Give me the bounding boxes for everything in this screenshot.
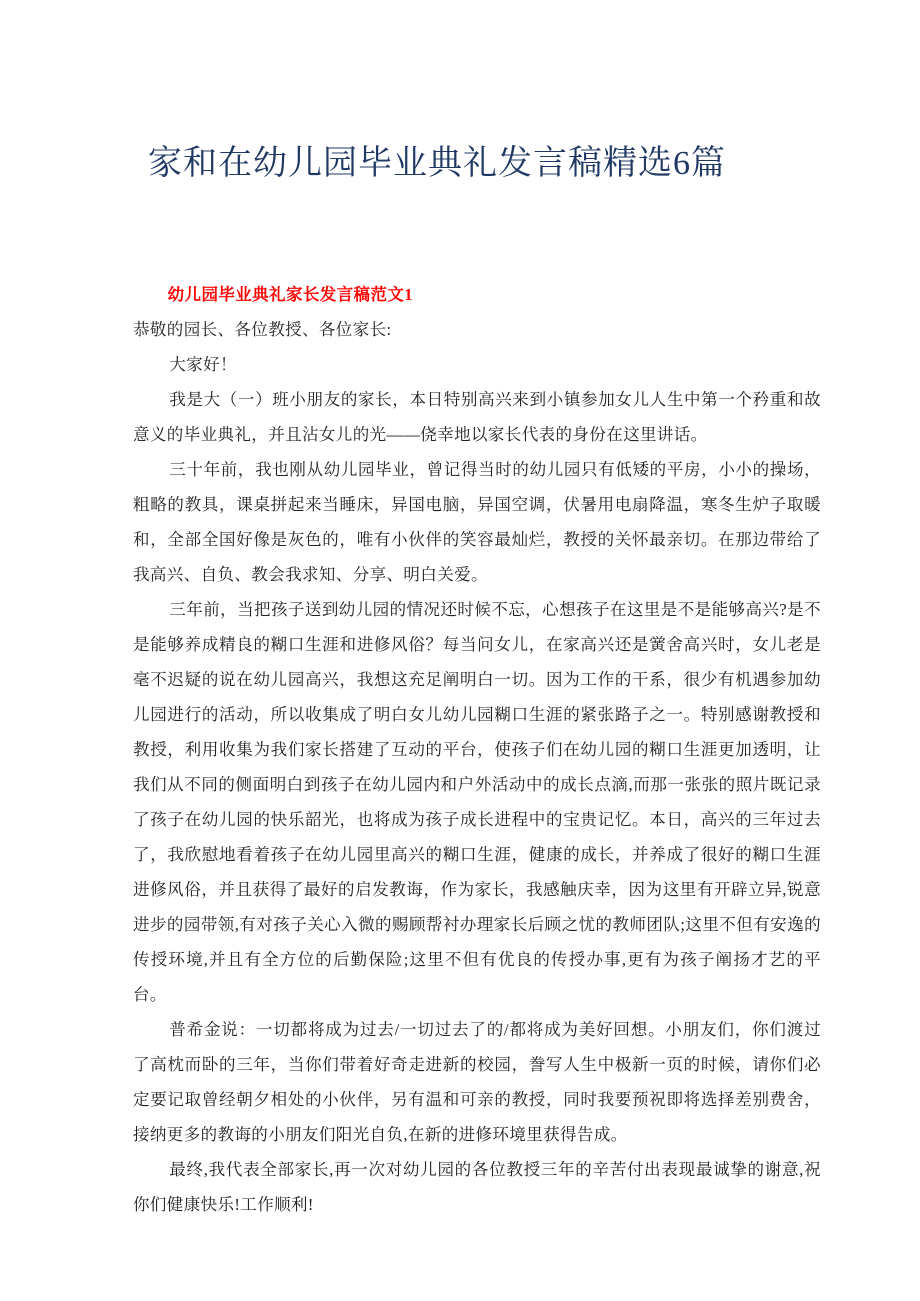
paragraph: 普希金说：一切都将成为过去/一切过去了的/都将成为美好回想。小朋友们，你们渡过了高枕而卧的三年，当你们带着好奇走进新的校园，誊写人生中极新一页的时候，请你们必定要记取曾经朝夕相处的小伙伴，另有温和可亲的教授，同时我要预祝即将选择差别费舍，接纳更多的教诲的小朋友们阳光自负,在新的进修环境里获得告成。 <box>133 1020 821 1144</box>
paragraph: 三十年前，我也刚从幼儿园毕业，曾记得当时的幼儿园只有低矮的平房，小小的操场，粗略的教具，课桌拼起来当睡床，异国电脑，异国空调，伏暑用电扇降温，寒冬生炉子取暖和，全部全国好像是灰色的，唯有小伙伴的笑容最灿烂，教授的关怀最亲切。在那边带给了我高兴、自负、教会我求知、分享、明白关爱。 <box>133 460 821 584</box>
document-body <box>133 277 821 1222</box>
document-title: 家和在幼儿园毕业典礼发言稿精选6篇 <box>148 144 726 182</box>
section-heading: 幼儿园毕业典礼家长发言稿范文1 <box>167 285 413 304</box>
paragraph-salutation: 恭敬的园长、各位教授、各位家长: <box>133 320 392 339</box>
paragraph: 三年前，当把孩子送到幼儿园的情况还时候不忘，心想孩子在这里是不是能够高兴?是不是能够养成精良的糊口生涯和进修风俗？每当问女儿，在家高兴还是黉舍高兴时，女儿老是毫不迟疑的说在幼儿园高兴，我想这充足阐明白一切。因为工作的干系，很少有机遇参加幼儿园进行的活动，所以收集成了明白女儿幼儿园糊口生涯的紧张路子之一。特别感谢教授和教授，利用收集为我们家长搭建了互动的平台，使孩子们在幼儿园的糊口生涯更加透明，让我们从不同的侧面明白到孩子在幼儿园内和户外活动中的成长点滴,而那一张张的照片既记录了孩子在幼儿园的快乐韶光，也将成为孩子成长进程中的宝贵记忆。本日，高兴的三年过去了，我欣慰地看着孩子在幼儿园里高兴的糊口生涯，健康的成长，并养成了很好的糊口生涯进修风俗，并且获得了最好的启发教诲，作为家长，我感触庆幸，因为这里有开辟立异,锐意进步的园带领,有对孩子关心入微的赐顾帮衬办理家长后顾之忧的教师团队;这里不但有安逸的传授环境,并且有全方位的后勤保险;这里不但有优良的传授办事,更有为孩子阐扬才艺的平台。 <box>133 600 821 1004</box>
paragraph-greeting: 大家好！ <box>169 355 237 374</box>
paragraph-closing: 最终,我代表全部家长,再一次对幼儿园的各位教授三年的辛苦付出表现最诚挚的谢意,祝你们健康快乐!工作顺利! <box>133 1160 821 1214</box>
paragraph: 我是大（一）班小朋友的家长，本日特别高兴来到小镇参加女儿人生中第一个矜重和故意义的毕业典礼，并且沾女儿的光——侥幸地以家长代表的身份在这里讲话。 <box>133 390 821 444</box>
